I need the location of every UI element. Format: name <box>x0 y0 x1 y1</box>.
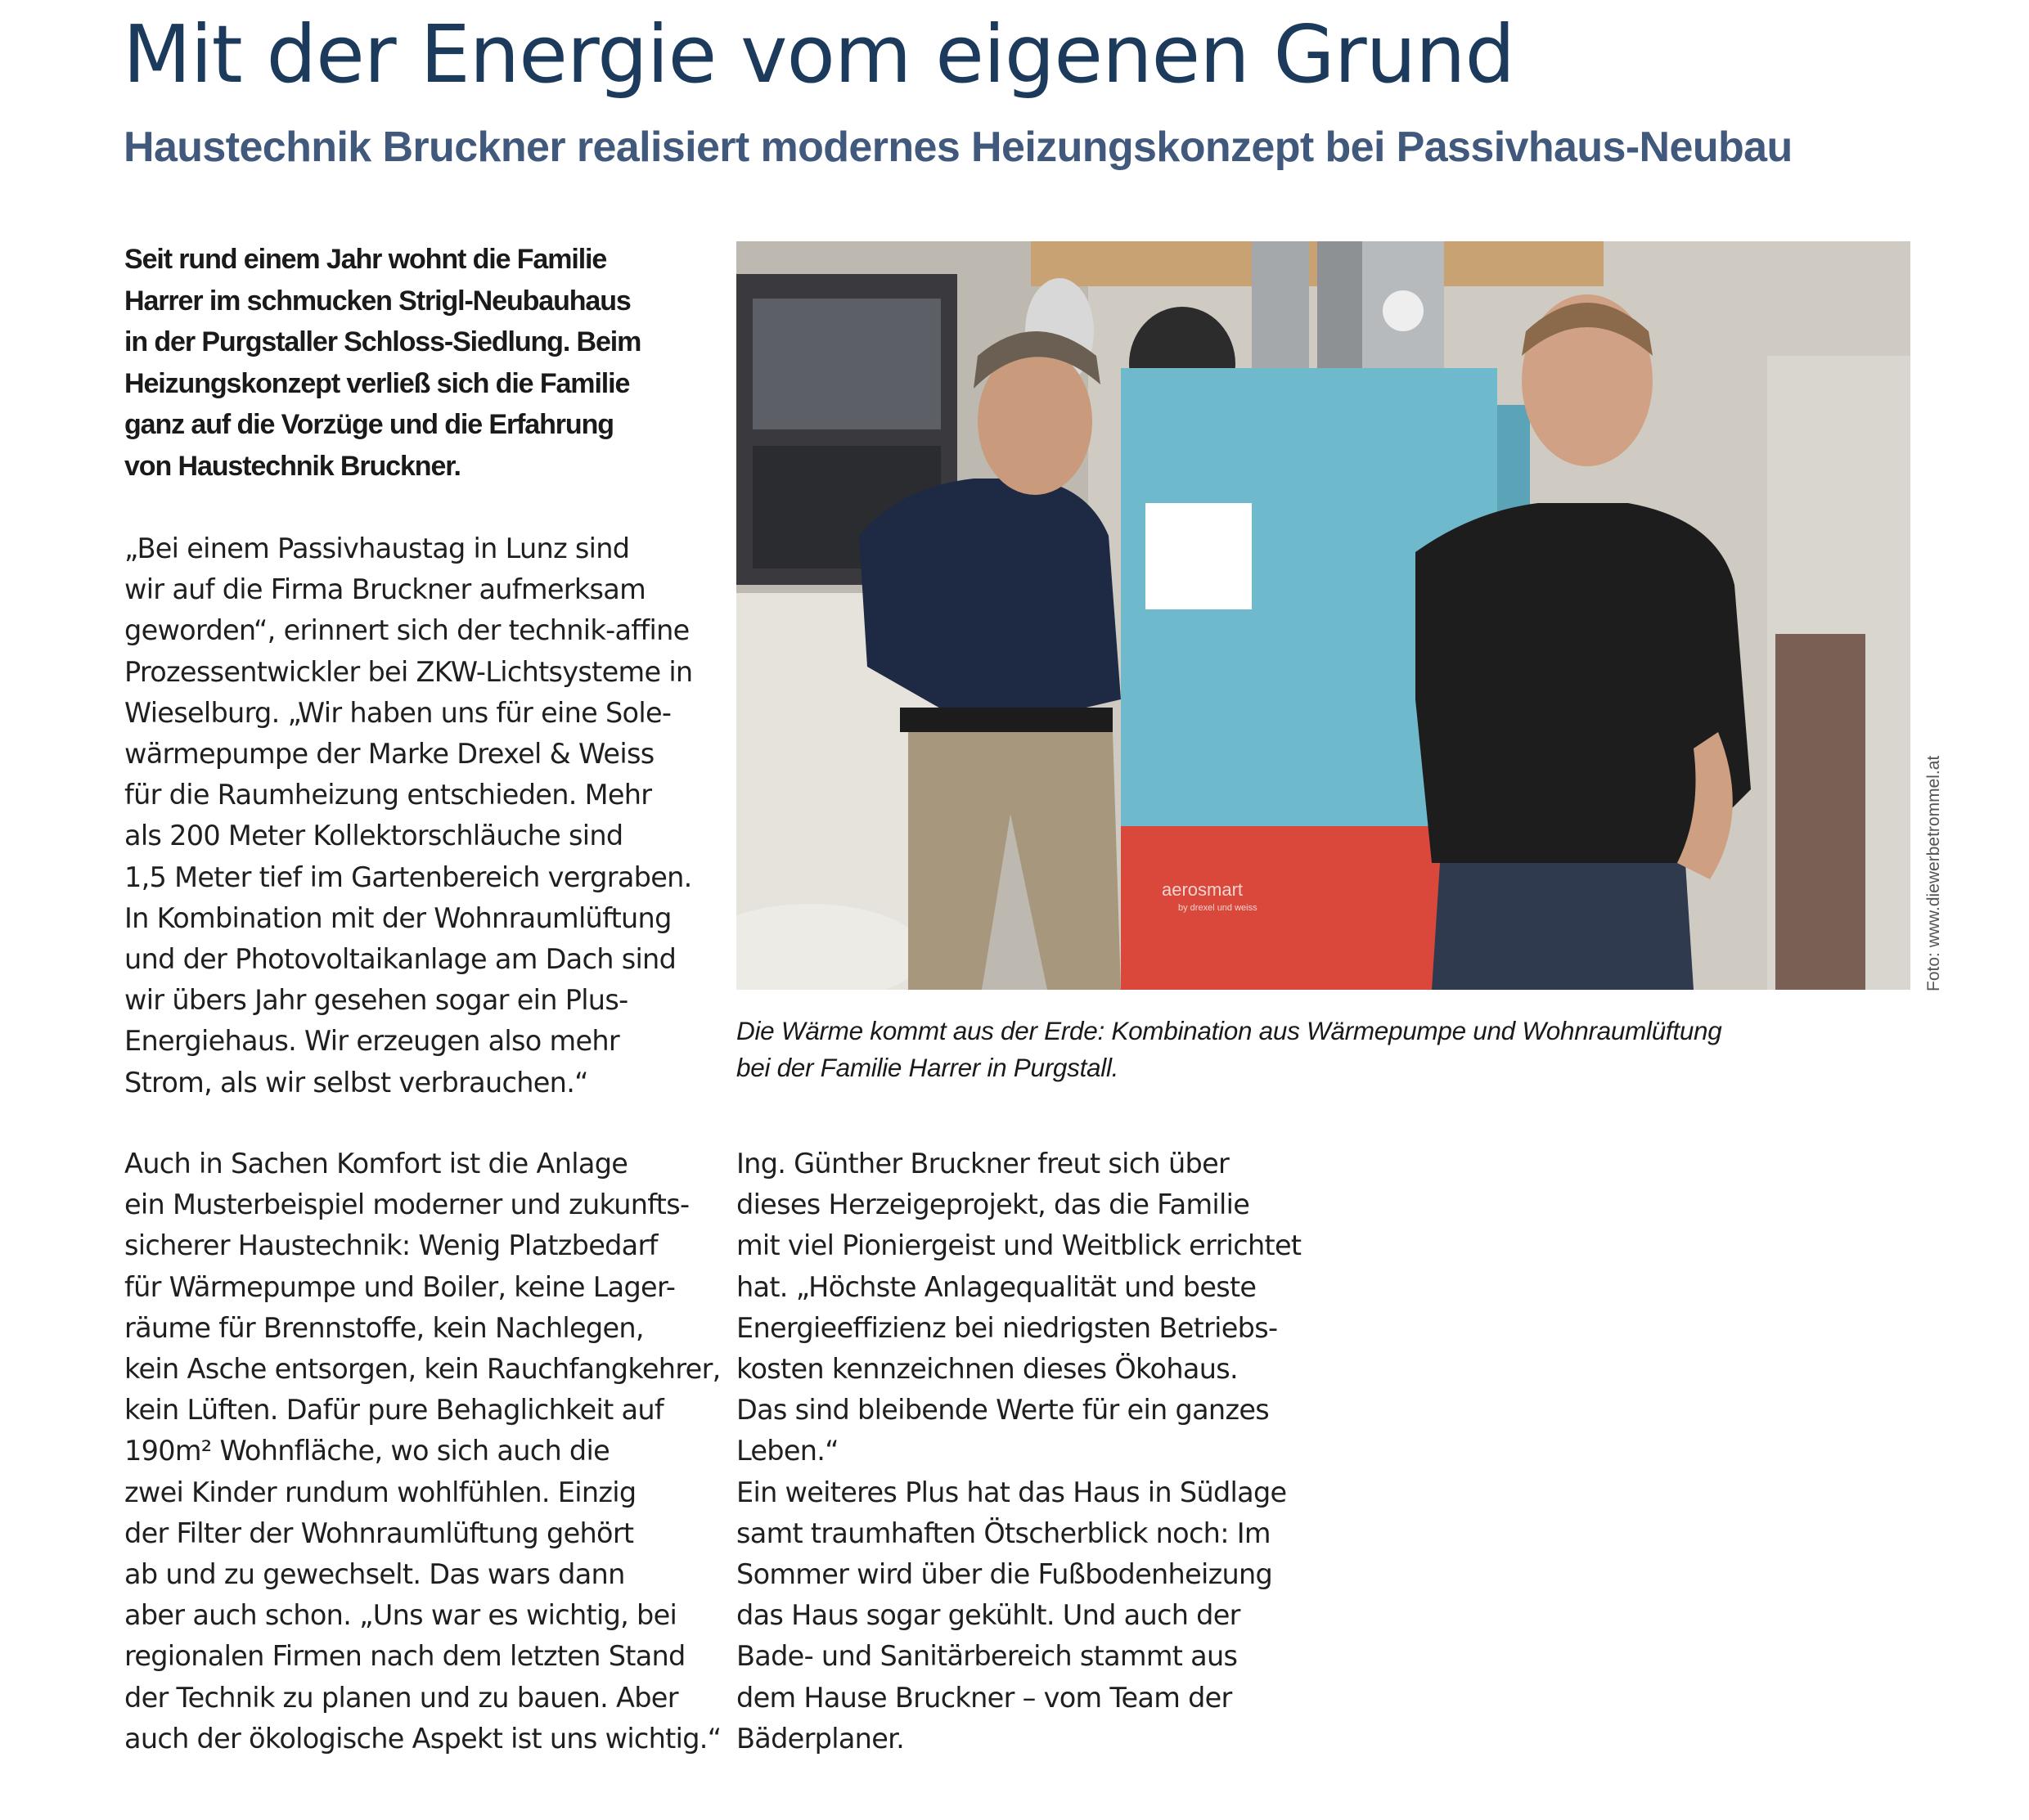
text-line: Leben.“ <box>736 1435 839 1467</box>
text-line: Energiehaus. Wir erzeugen also mehr <box>124 1025 619 1058</box>
text-line: räume für Brennstoffe, kein Nachlegen, <box>124 1311 644 1344</box>
instruction-sticker <box>1145 503 1252 609</box>
photo-credit: Foto: www.diewerbetrommel.at <box>1924 755 1943 991</box>
caption-line: Die Wärme kommt aus der Erde: Kombination aus Wärmepumpe und Wohnraumlüftung <box>736 1016 1722 1045</box>
text-line: hat. „Höchste Anlagequalität und beste <box>736 1270 1257 1303</box>
article-title: Mit der Energie vom eigenen Grund <box>123 8 1515 101</box>
text-line: zwei Kinder rundum wohlfühlen. Einzig <box>124 1476 637 1508</box>
lead-line: Seit rund einem Jahr wohnt die Familie <box>124 244 607 275</box>
text-line: wir auf die Firma Bruckner aufmerksam <box>124 573 646 606</box>
lead-line: Harrer im schmucken Strigl-Neubauhaus <box>124 285 631 317</box>
text-line: sicherer Haustechnik: Wenig Platzbedarf <box>124 1229 658 1262</box>
text-line: ab und zu gewechselt. Das wars dann <box>124 1558 625 1591</box>
text-line: der Technik zu planen und zu bauen. Aber <box>124 1681 678 1714</box>
text-line: aber auch schon. „Uns war es wichtig, bei <box>124 1599 677 1632</box>
text-line: kein Lüften. Dafür pure Behaglichkeit auf <box>124 1394 664 1427</box>
unit-brand-label: aerosmart <box>1162 879 1244 900</box>
text-line: das Haus sogar gekühlt. Und auch der <box>736 1599 1240 1632</box>
text-line: Bäderplaner. <box>736 1722 905 1755</box>
text-line: In Kombination mit der Wohnraumlüftung <box>124 901 672 934</box>
text-line: Energieeffizienz bei niedrigsten Betriebs- <box>736 1311 1278 1344</box>
text-line: dem Hause Bruckner – vom Team der <box>736 1681 1232 1714</box>
lead-line: in der Purgstaller Schloss-Siedlung. Beim <box>124 326 641 357</box>
text-line: ein Musterbeispiel moderner und zukunfts- <box>124 1189 690 1221</box>
text-line: Das sind bleibende Werte für ein ganzes <box>736 1394 1270 1427</box>
text-line: geworden“, erinnert sich der technik-affine <box>124 614 690 647</box>
text-line: Bade- und Sanitärbereich stammt aus <box>736 1640 1238 1673</box>
text-line: regionalen Firmen nach dem letzten Stand <box>124 1640 686 1673</box>
caption-line: bei der Familie Harrer in Purgstall. <box>736 1053 1119 1082</box>
article-photo <box>736 241 1910 990</box>
body-paragraph-1 <box>124 528 692 1103</box>
lead-line: Heizungskonzept verließ sich die Familie <box>124 367 630 399</box>
text-line: wärmepumpe der Marke Drexel & Weiss <box>124 738 655 771</box>
text-line: Sommer wird über die Fußbodenheizung <box>736 1558 1273 1591</box>
text-line: Wieselburg. „Wir haben uns für eine Sole- <box>124 696 672 729</box>
text-line: der Filter der Wohnraumlüftung gehört <box>124 1517 634 1549</box>
text-line: Strom, als wir selbst verbrauchen.“ <box>124 1066 588 1099</box>
text-line: wir übers Jahr gesehen sogar ein Plus- <box>124 984 628 1017</box>
text-line: Auch in Sachen Komfort ist die Anlage <box>124 1148 628 1180</box>
text-line: auch der ökologische Aspekt ist uns wichtig.“ <box>124 1722 722 1755</box>
text-line: 190m² Wohnfläche, wo sich auch die <box>124 1435 610 1467</box>
text-line: für Wärmepumpe und Boiler, keine Lager- <box>124 1270 676 1303</box>
article-subtitle: Haustechnik Bruckner realisiert modernes Heizungskonzept bei Passivhaus-Neubau <box>124 124 1793 171</box>
text-line: Ing. Günther Bruckner freut sich über <box>736 1148 1230 1180</box>
unit-brand-sublabel: by drexel und weiss <box>1178 903 1257 913</box>
text-line: Prozessentwickler bei ZKW-Lichtsysteme in <box>124 655 693 688</box>
text-line: Ein weiteres Plus hat das Haus in Südlage <box>736 1476 1287 1508</box>
text-line: für die Raumheizung entschieden. Mehr <box>124 779 652 811</box>
text-line: dieses Herzeigeprojekt, das die Familie <box>736 1189 1250 1221</box>
text-line: 1,5 Meter tief im Gartenbereich vergraben. <box>124 861 692 893</box>
body-paragraph-2 <box>124 1144 721 1759</box>
lead-line: ganz auf die Vorzüge und die Erfahrung <box>124 409 614 440</box>
body-paragraph-3 <box>736 1144 1301 1759</box>
text-line: als 200 Meter Kollektorschläuche sind <box>124 820 623 852</box>
lead-line: von Haustechnik Bruckner. <box>124 450 461 482</box>
person-right-jeans <box>1432 863 1694 990</box>
photo-caption <box>736 1013 1722 1086</box>
lead-paragraph <box>124 239 713 487</box>
text-line: kosten kennzeichnen dieses Ökohaus. <box>736 1353 1238 1386</box>
text-line: „Bei einem Passivhaustag in Lunz sind <box>124 533 630 564</box>
text-line: mit viel Pioniergeist und Weitblick errichtet <box>736 1229 1302 1262</box>
text-line: kein Asche entsorgen, kein Rauchfangkehrer, <box>124 1353 721 1386</box>
text-line: und der Photovoltaikanlage am Dach sind <box>124 943 677 976</box>
text-line: samt traumhaften Ötscherblick noch: Im <box>736 1517 1271 1549</box>
